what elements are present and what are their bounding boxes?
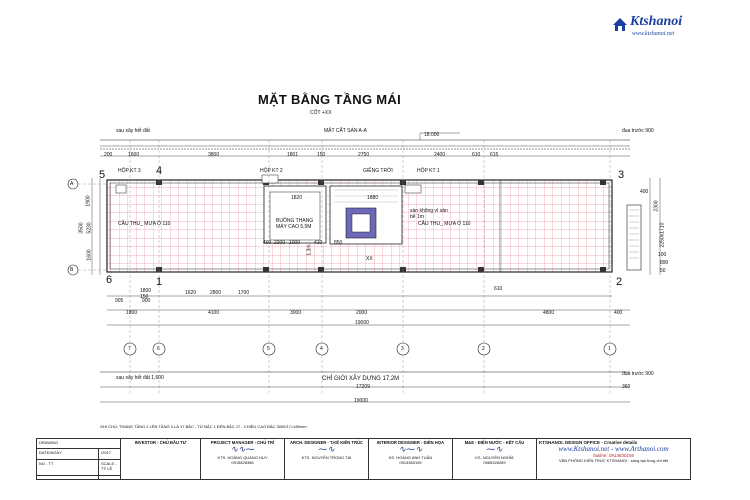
arch-cell	[285, 439, 369, 480]
office-web: www.Ktshanoi.net - www.Arthanoi.com	[558, 445, 669, 453]
dim-top-5: 2750	[358, 152, 370, 158]
logo-website: www.ktshanoi.net	[632, 31, 675, 37]
drawing-label-cell	[37, 439, 121, 449]
dim-top-3: 1801	[287, 152, 299, 158]
interior-signature: ∿⁓∿	[398, 445, 423, 455]
label-elevator: BUỒNG THANG MÁY CAO 5,5M	[276, 218, 314, 230]
axis-letter-b: B	[70, 267, 74, 273]
label-xx: XX	[366, 256, 373, 262]
drawing-label: DRAWING	[39, 440, 59, 445]
corner-3: 3	[618, 169, 625, 181]
dim-top-8: 615	[490, 152, 499, 158]
logo-brand-text: Ktshanoi	[630, 14, 683, 29]
dim-row1-2: 3000	[290, 310, 302, 316]
roof-plan	[107, 175, 641, 272]
dim-right-5: 50	[660, 268, 666, 274]
label-san-be: sàn không vì sàn bể 1m	[410, 208, 448, 220]
bottom-center-note: CHỈ GIỚI XÂY DỰNG 17,2M	[322, 376, 400, 382]
top-right-note: đua trước 900	[622, 128, 654, 134]
dim-inner-4: 2200	[274, 240, 286, 246]
scale-label-cell	[99, 459, 121, 476]
no-label: NO - TT	[39, 460, 54, 466]
label-gieng-troi: GIẾNG TRỜI	[363, 168, 393, 174]
arch-signature: ⁓∿	[318, 445, 335, 455]
corner-4: 4	[156, 165, 163, 177]
dim-row1-1: 4100	[208, 310, 220, 316]
office-label: KTSHANOI. DESIGN OFFICE - Creative details	[539, 440, 638, 445]
bottom-right-note: đua trước 900	[622, 371, 654, 377]
dim-right-3: 100	[658, 252, 667, 258]
empty-cell-b	[99, 476, 121, 480]
dim-inner-2: 850	[334, 240, 343, 246]
dim-right-4: 890	[660, 260, 669, 266]
dim-total-2: 19000	[354, 398, 368, 404]
bubble-1: 1	[608, 346, 611, 352]
section-band	[100, 133, 630, 149]
arch-name: KTS. NGUYỄN TRỌNG TÀI	[301, 455, 352, 460]
dim-row1-3: 2000	[356, 310, 368, 316]
date-label: DATE/NGÀY	[39, 450, 62, 456]
me-name: KS. NGUYỄN NGHĨA	[475, 455, 514, 460]
dim-left-2: 5230	[86, 222, 93, 234]
label-13m: 1,3m	[306, 244, 313, 256]
pm-signature: ∿∿⁓	[230, 445, 255, 455]
corner-1: 1	[156, 276, 163, 288]
dim-row1-0: 1800	[126, 310, 138, 316]
bubble-3: 3	[401, 346, 404, 352]
bubble-4: 4	[320, 346, 323, 352]
label-hop-kt-3: HỘP KT 3	[118, 168, 141, 174]
dim-left-3: 1600	[86, 249, 93, 261]
pm-name: KTS. HOÀNG QUANG HUY	[217, 455, 268, 460]
drawing-title: MẶT BẰNG TẦNG MÁI	[258, 92, 402, 107]
dim-top-0: 200	[104, 152, 113, 158]
pm-label: PROJECT MANAGER - CHỦ TRÌ	[210, 440, 275, 445]
title-block	[36, 438, 690, 480]
empty-cell-a	[37, 476, 99, 480]
arch-label: ARCH. DESIGNER - T.KẾ KIẾN TRÚC	[289, 440, 364, 445]
top-left-note: sau xây hết đất	[116, 128, 150, 134]
label-hop-kt-2: HỘP KT 2	[260, 168, 283, 174]
office-hotline: hotline: 0913830156	[593, 453, 634, 458]
office-cell	[537, 439, 691, 480]
drawing-subtitle: CỐT +XX	[310, 110, 332, 116]
date-value-cell	[99, 449, 121, 459]
section-label: MẶT CẮT SÀN A-A	[324, 128, 367, 134]
me-cell	[453, 439, 537, 480]
corner-2: 2	[616, 276, 623, 288]
dim-top-7: 610	[472, 152, 481, 158]
bottom-left-note: sau xây hết đất 1,600	[116, 375, 164, 381]
dim-inner-0: 1820	[291, 195, 303, 201]
dim-top-1: 1600	[128, 152, 140, 158]
investor-label: INVESTOR - CHỦ ĐẦU TƯ	[134, 440, 187, 445]
me-signature: ⁓∿	[486, 445, 503, 455]
date-label-cell	[37, 449, 99, 459]
interior-phone: 0913383195	[399, 460, 422, 465]
dim-top-6: 2400	[434, 152, 446, 158]
dim-below1-0: 1800	[140, 288, 152, 294]
dim-below2-2: 1620	[185, 290, 197, 296]
investor-cell	[121, 439, 201, 480]
dim-below2-3: 2800	[210, 290, 222, 296]
axis-letter-a: A	[70, 181, 74, 187]
dim-inner-3: 400	[263, 240, 272, 246]
me-phone: 0965328269	[483, 460, 506, 465]
dim-below2-1: 900	[142, 298, 151, 304]
bubble-7: 7	[128, 346, 131, 352]
top-right-dim: 18.000	[424, 132, 440, 138]
dim-inner-1: 1880	[367, 195, 379, 201]
dim-total-1: 19000	[355, 320, 369, 326]
pm-cell	[201, 439, 285, 480]
corner-6: 6	[106, 274, 113, 286]
dim-inner-5: 1000	[289, 240, 301, 246]
interior-label: INTERIOR DESIGNER - DIỄN HỌA	[376, 440, 445, 445]
dim-row1-5: 400	[614, 310, 623, 316]
interior-name: KS. HOÀNG ANH TUẤN	[388, 455, 433, 460]
label-cau-thu-left: CẦU THU_ MƯA Ỏ 110	[118, 221, 171, 227]
dim-row1-4: 4800	[543, 310, 555, 316]
axis-bubbles	[124, 343, 616, 355]
label-hop-kt-1: HỘP KT 1	[417, 168, 440, 174]
scale-label: SCALE - TỶ LỆ	[101, 460, 117, 471]
bubble-2: 2	[482, 346, 485, 352]
dim-below2-5: 610	[494, 286, 503, 292]
dim-right-2: 2250x1710	[659, 222, 666, 248]
corner-5: 5	[99, 169, 106, 181]
dim-left-1: 3500	[78, 222, 85, 234]
general-note: GHI CHÚ: THANG TẦNG 2 LÊN TẦNG 3 LÀ 17 BẬC - TỪ BẬC 1 ĐẾN BẬC 17 - CHIỀU CAO BẬC 3000/17=180mm	[100, 424, 307, 429]
date-value: /2017	[101, 450, 112, 456]
dim-top-4: 150	[317, 152, 326, 158]
dim-below2-0: 905	[115, 298, 124, 304]
interior-cell	[369, 439, 453, 480]
dim-top-2: 3800	[208, 152, 220, 158]
bubble-5: 5	[267, 346, 270, 352]
bubble-6: 6	[157, 346, 160, 352]
no-label-cell	[37, 459, 99, 476]
me-label: M&E - ĐIỆN NƯỚC - KẾT CẤU	[464, 440, 525, 445]
dim-left-0: 1900	[85, 195, 92, 207]
dim-inner-6: 410	[314, 240, 323, 246]
office-footer: VĂN PHÒNG KIẾN TRÚC KTSHANOI - sáng tạo từng chi tiết	[558, 458, 669, 463]
dim-below2-4: 1700	[238, 290, 250, 296]
dim-row2-0: 17209	[356, 384, 370, 390]
pm-phone: 0915828356	[231, 460, 254, 465]
dim-below1-1: 150	[140, 294, 149, 300]
dim-right-1: 2300	[653, 200, 660, 212]
dim-right-0: 400	[640, 189, 649, 195]
dim-row2-1: 360	[622, 384, 631, 390]
label-cau-thu-right: CẦU THU_ MƯA Ỏ 110	[418, 221, 471, 227]
